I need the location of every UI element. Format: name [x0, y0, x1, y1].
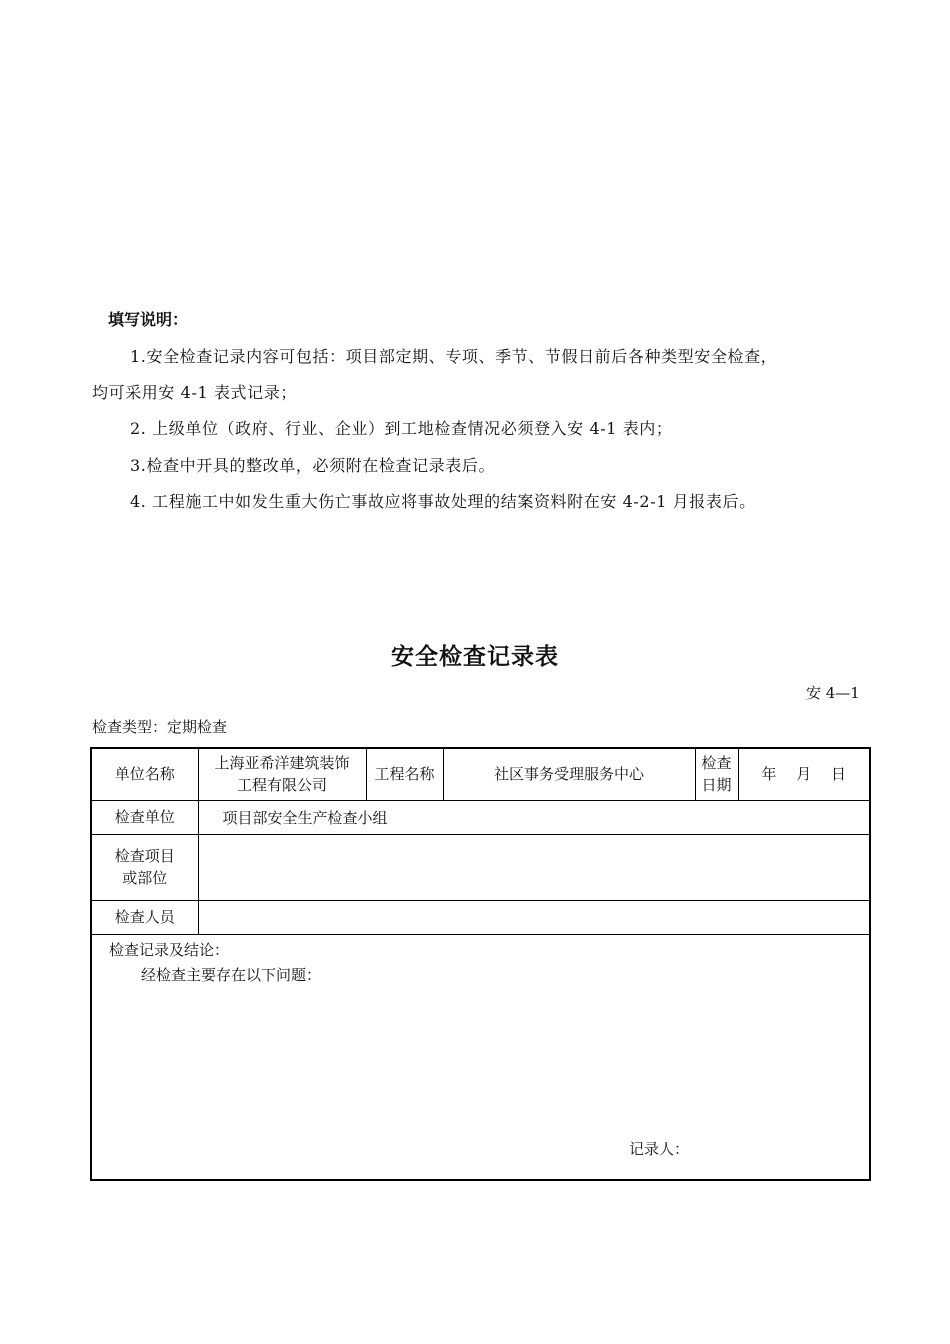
form-code: 安 4—1	[806, 684, 860, 702]
instruction-item-4: 4. 工程施工中如发生重大伤亡事故应将事故处理的结案资料附在安 4-2-1 月报表后。	[130, 492, 756, 511]
instructions-title: 填写说明：	[108, 310, 189, 329]
check-type: 检查类型：定期检查	[92, 718, 228, 736]
unit-name-value	[198, 748, 366, 800]
instruction-item-1-line-2: 均可采用安 4-1 表式记录；	[92, 383, 297, 402]
check-date-label-line-1: 检查	[701, 754, 732, 773]
inspector-value	[198, 900, 870, 934]
instruction-item-2: 2. 上级单位（政府、行业、企业）到工地检查情况必须登入安 4-1 表内；	[130, 419, 673, 438]
check-item-label-line-2: 或部位	[122, 869, 168, 887]
unit-name-label: 单位名称	[91, 748, 198, 800]
check-date-value: 年 月 日	[738, 748, 870, 800]
check-item-value	[198, 834, 870, 900]
check-item-label-line-1: 检查项目	[114, 847, 175, 865]
record-intro: 经检查主要存在以下问题：	[141, 965, 322, 984]
inspection-record-table	[90, 747, 871, 1181]
unit-name-line-1: 上海亚希洋建筑装饰	[214, 754, 350, 773]
check-unit-value: 项目部安全生产检查小组	[198, 800, 870, 834]
instruction-item-1-line-1: 1.安全检查记录内容可包括：项目部定期、专项、季节、节假日前后各种类型安全检查，	[130, 347, 778, 366]
record-heading: 检查记录及结论：	[109, 940, 230, 959]
check-date-label-line-2: 日期	[701, 776, 732, 795]
check-date-label	[695, 748, 738, 800]
project-name-label: 工程名称	[366, 748, 443, 800]
form-title: 安全检查记录表	[391, 644, 559, 670]
check-unit-label: 检查单位	[91, 800, 198, 834]
record-and-conclusion-cell	[91, 934, 870, 1180]
instruction-item-3: 3.检查中开具的整改单，必须附在检查记录表后。	[130, 456, 496, 475]
unit-name-line-2: 工程有限公司	[236, 776, 327, 795]
check-item-label	[91, 834, 198, 900]
project-name-value: 社区事务受理服务中心	[443, 748, 695, 800]
inspector-label: 检查人员	[91, 900, 198, 934]
recorder-label: 记录人：	[629, 1139, 690, 1158]
